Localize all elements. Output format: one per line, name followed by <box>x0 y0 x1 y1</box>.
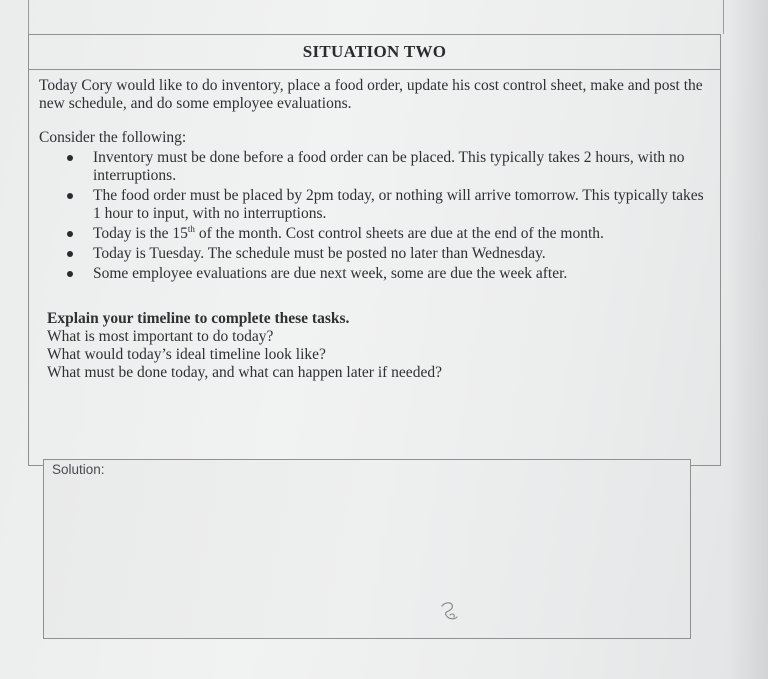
top-table-strip <box>28 0 724 34</box>
solution-answer-area[interactable] <box>43 459 691 639</box>
list-item <box>67 265 711 283</box>
considerations-list <box>39 149 711 283</box>
list-item <box>67 245 711 263</box>
consider-label: Consider the following: <box>39 129 187 146</box>
list-item <box>67 187 711 223</box>
list-item <box>67 225 711 243</box>
situation-content <box>39 77 711 382</box>
intro-paragraph: Today Cory would like to do inventory, place a food order, update his cost control sheet, make and post the new schedule, and do some employee evaluations. <box>39 77 703 112</box>
question-line: What is most important to do today? <box>47 328 274 345</box>
title-row <box>29 35 720 70</box>
bullet-icon <box>67 155 73 161</box>
bullet-text: Today is Tuesday. The schedule must be posted no later than Wednesday. <box>93 245 546 262</box>
bullet-icon <box>67 231 73 237</box>
situation-title: SITUATION TWO <box>302 42 447 61</box>
bullet-text-before: Today is the 15 <box>93 225 188 242</box>
photo-edge-shadow <box>728 0 768 679</box>
bullet-icon <box>67 193 73 199</box>
bullet-text: Inventory must be done before a food order can be placed. This typically takes 2 hours, with no interruptions. <box>93 149 685 184</box>
bullet-icon <box>67 251 73 257</box>
questions-heading: Explain your timeline to complete these tasks. <box>47 310 350 327</box>
list-item <box>67 149 711 185</box>
questions-block <box>47 310 711 382</box>
bullet-text-after: of the month. Cost control sheets are due at the end of the month. <box>194 225 604 242</box>
solution-label: Solution: <box>52 462 105 477</box>
pen-mark-icon <box>438 600 462 622</box>
question-line: What must be done today, and what can happen later if needed? <box>47 364 442 381</box>
bullet-icon <box>67 271 73 277</box>
ordinal-superscript: th <box>187 223 195 234</box>
bullet-text: The food order must be placed by 2pm today, or nothing will arrive tomorrow. This typically takes 1 hour to input, with no interruptions. <box>93 187 704 222</box>
bullet-text: Some employee evaluations are due next week, some are due the week after. <box>93 265 568 282</box>
question-line: What would today’s ideal timeline look like? <box>47 346 326 363</box>
situation-box <box>28 34 721 466</box>
